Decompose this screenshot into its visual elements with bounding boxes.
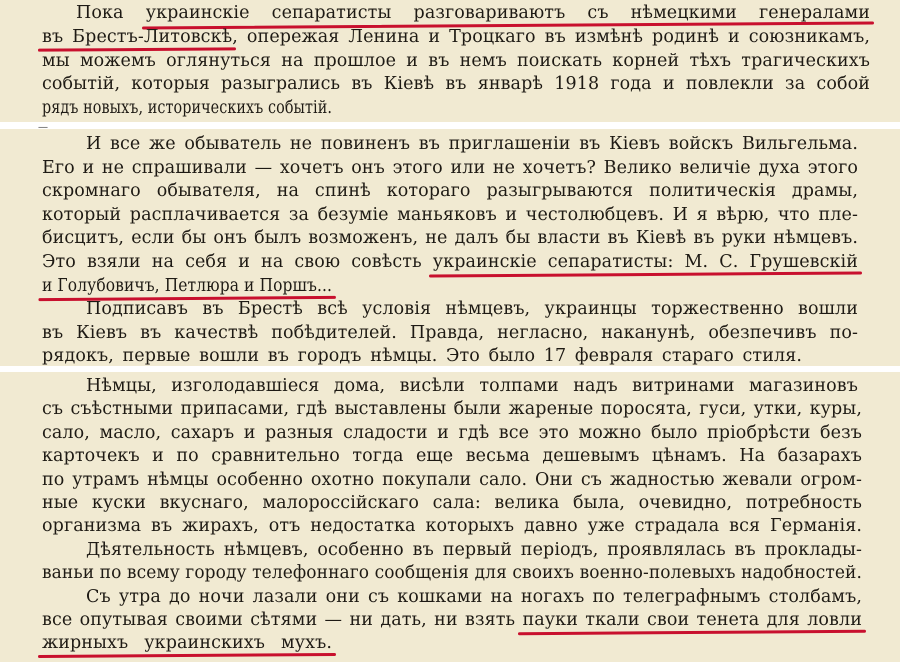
text-line: [42, 398, 862, 421]
text-line: [42, 562, 862, 585]
underlined-phrase: и Голубовичъ, Петлюра и Поршъ...: [42, 275, 332, 296]
underlined-phrase: въ Брестъ-Литовскѣ: [42, 26, 233, 47]
text-run: сало, масло, сахаръ и разныя сладости и гдѣ все это можно было пріобрѣсти безъ: [42, 422, 862, 443]
text-run: Это взяли на себя и на свою совѣсть: [42, 252, 433, 272]
text-line: [42, 204, 858, 227]
text-fragment-2: [0, 129, 900, 366]
text-run: скромнаго обывателя, на спинѣ котораго разыгрываются политическія драмы,: [42, 181, 858, 202]
text-line: [42, 275, 332, 298]
text-line: [42, 322, 858, 345]
text-run: мы можемъ оглянуться на прошлое и въ немъ поискать корней тѣхъ трагическихъ: [42, 50, 870, 71]
text-run: Нѣмцы, изголодавшіеся дома, висѣли толпами надъ витринами магазиновъ: [86, 376, 858, 396]
text-line: [86, 133, 858, 156]
text-run: ваньи по всему городу телефоннаго сообщенія для своихъ военно-полевыхъ надобностей.: [42, 563, 862, 584]
text-line: [42, 50, 870, 73]
text-line: [42, 73, 870, 96]
text-run: по утрамъ нѣмцы особенно охотно покупали сало. Они съ жадностью жевали огром-: [42, 469, 862, 490]
text-line: [42, 445, 862, 468]
text-run: все опутывая своими сѣтями — ни дать, ни взять: [42, 610, 523, 630]
text-run: бисцитъ, если бы онъ былъ возможенъ, не далъ бы власти въ Кіевѣ въ руки нѣмцевъ.: [42, 228, 858, 249]
text-line: [42, 97, 332, 120]
text-line: [42, 251, 858, 274]
stray-print-mark: —: [38, 122, 48, 133]
text-run: Его и не спрашивали — хочетъ онъ этого или не хочетъ? Велико величіе духа этого: [42, 157, 858, 178]
text-line: [86, 539, 862, 562]
text-line: [86, 586, 862, 609]
text-line: [86, 375, 858, 398]
underlined-phrase: пауки ткали свои тенета для ловли: [522, 610, 862, 630]
underlined-phrase: украинскіе сепаратисты разговариваютъ съ нѣмецкими генералами: [145, 3, 870, 23]
text-line: [42, 469, 862, 492]
text-run: рядъ новыхъ, историческихъ событій.: [42, 98, 332, 119]
text-run: ные куски вкуснаго, малороссійскаго сала: велика была, очевидно, потребность: [42, 493, 862, 513]
text-line: [42, 180, 858, 203]
text-run: рядокъ, первые вошли въ городъ нѣмцы. Это было 17 февраля стараго стиля.: [42, 346, 802, 366]
text-line: [42, 632, 332, 655]
text-line: [42, 492, 862, 515]
text-run: Съ утра до ночи лазали они съ кошками на ногахъ по телеграфнымъ столбамъ,: [86, 586, 862, 607]
text-run: карточекъ и по сравнительно тогда еще весьма дешевымъ цѣнамъ. На базарахъ: [42, 446, 862, 467]
text-fragment-1: [0, 0, 900, 122]
underlined-phrase: украинскіе сепаратисты: М. С. Грушевскій: [432, 252, 858, 272]
text-run: въ Кіевъ въ качествѣ побѣдителей. Правда, негласно, наканунѣ, обезпечивъ по-: [42, 322, 858, 343]
text-line: [42, 345, 802, 366]
text-line: [42, 26, 870, 49]
text-line: [42, 227, 858, 250]
text-run: , опережая Ленина и Троцкаго въ измѣнѣ родинѣ и союзникамъ,: [232, 26, 870, 47]
underlined-phrase: жирныхъ украинскихъ мухъ.: [42, 633, 332, 654]
text-run: Подписавъ въ Брестѣ всѣ условія нѣмцевъ, украинцы торжественно вошли: [86, 299, 858, 320]
text-run: Дѣятельность нѣмцевъ, особенно въ первый періодъ, проявлялась въ проклады-: [86, 539, 862, 560]
text-line: [76, 2, 870, 25]
text-run: организма въ жирахъ, отъ недостатка которыхъ давно уже страдала вся Германія.: [42, 516, 862, 537]
text-run: Пока: [76, 3, 146, 23]
text-run: который расплачивается за безуміе маньяковъ и честолюбцевъ. И я вѣрю, что пле-: [42, 204, 858, 225]
text-fragment-3: [0, 372, 900, 662]
text-line: [42, 515, 862, 538]
text-line: [42, 157, 858, 180]
text-run: событій, которыя разыгрались въ Кіевѣ въ январѣ 1918 года и повлекли за собой: [42, 74, 870, 95]
text-line: [42, 609, 862, 632]
text-line: [86, 298, 858, 321]
text-line: [42, 422, 862, 445]
text-run: съ съѣстными припасами, гдѣ выставлены были жареные поросята, гуси, утки, куры,: [42, 399, 862, 420]
text-run: И все же обыватель не повиненъ въ приглашеніи въ Кіевъ войскъ Вильгельма.: [86, 134, 858, 154]
